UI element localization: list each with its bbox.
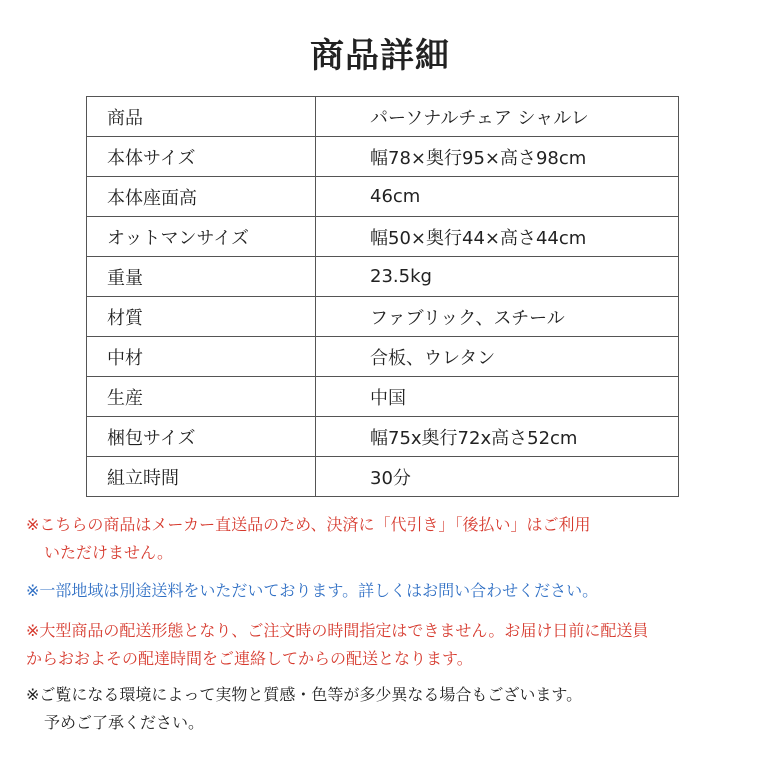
row-value: ファブリック、スチール [316, 297, 679, 337]
row-value: 46cm [316, 177, 679, 217]
table-row [87, 457, 679, 497]
table-row [87, 417, 679, 457]
row-value: 中国 [316, 377, 679, 417]
row-label: オットマンサイズ [87, 217, 316, 257]
environment-note-line-2: 予めご了承ください。 [44, 713, 205, 732]
shipping-area-note [26, 577, 746, 605]
payment-note [26, 511, 746, 567]
row-label: 梱包サイズ [87, 417, 316, 457]
spec-table [86, 96, 679, 497]
row-value: 幅75x奥行72x高さ52cm [316, 417, 679, 457]
row-value: 23.5kg [316, 257, 679, 297]
row-value: パーソナルチェア シャルレ [316, 97, 679, 137]
row-label: 材質 [87, 297, 316, 337]
row-label: 中材 [87, 337, 316, 377]
table-row [87, 97, 679, 137]
table-row [87, 337, 679, 377]
table-row [87, 377, 679, 417]
row-label: 組立時間 [87, 457, 316, 497]
shipping-area-note-line-1: ※一部地域は別途送料をいただいております。詳しくはお問い合わせください。 [26, 581, 599, 600]
payment-note-line-1: ※こちらの商品はメーカー直送品のため、決済に「代引き」「後払い」はご利用 [26, 515, 591, 534]
delivery-note-line-2: からおおよその配達時間をご連絡してからの配送となります。 [26, 649, 473, 668]
payment-note-line-2: いただけません。 [44, 543, 173, 562]
environment-note [26, 681, 746, 737]
row-label: 本体サイズ [87, 137, 316, 177]
environment-note-line-1: ※ご覧になる環境によって実物と質感・色等が多少異なる場合もございます。 [26, 685, 583, 704]
page-title: 商品詳細 [310, 36, 450, 76]
delivery-note [26, 617, 746, 673]
row-label: 生産 [87, 377, 316, 417]
table-row [87, 297, 679, 337]
row-value: 幅78×奥行95×高さ98cm [316, 137, 679, 177]
table-row [87, 257, 679, 297]
table-row [87, 137, 679, 177]
table-row [87, 177, 679, 217]
row-value: 合板、ウレタン [316, 337, 679, 377]
table-row [87, 217, 679, 257]
row-label: 本体座面高 [87, 177, 316, 217]
delivery-note-line-1: ※大型商品の配送形態となり、ご注文時の時間指定はできません。お届け日前に配送員 [26, 621, 649, 640]
row-value: 幅50×奥行44×高さ44cm [316, 217, 679, 257]
row-label: 商品 [87, 97, 316, 137]
row-value: 30分 [316, 457, 679, 497]
row-label: 重量 [87, 257, 316, 297]
